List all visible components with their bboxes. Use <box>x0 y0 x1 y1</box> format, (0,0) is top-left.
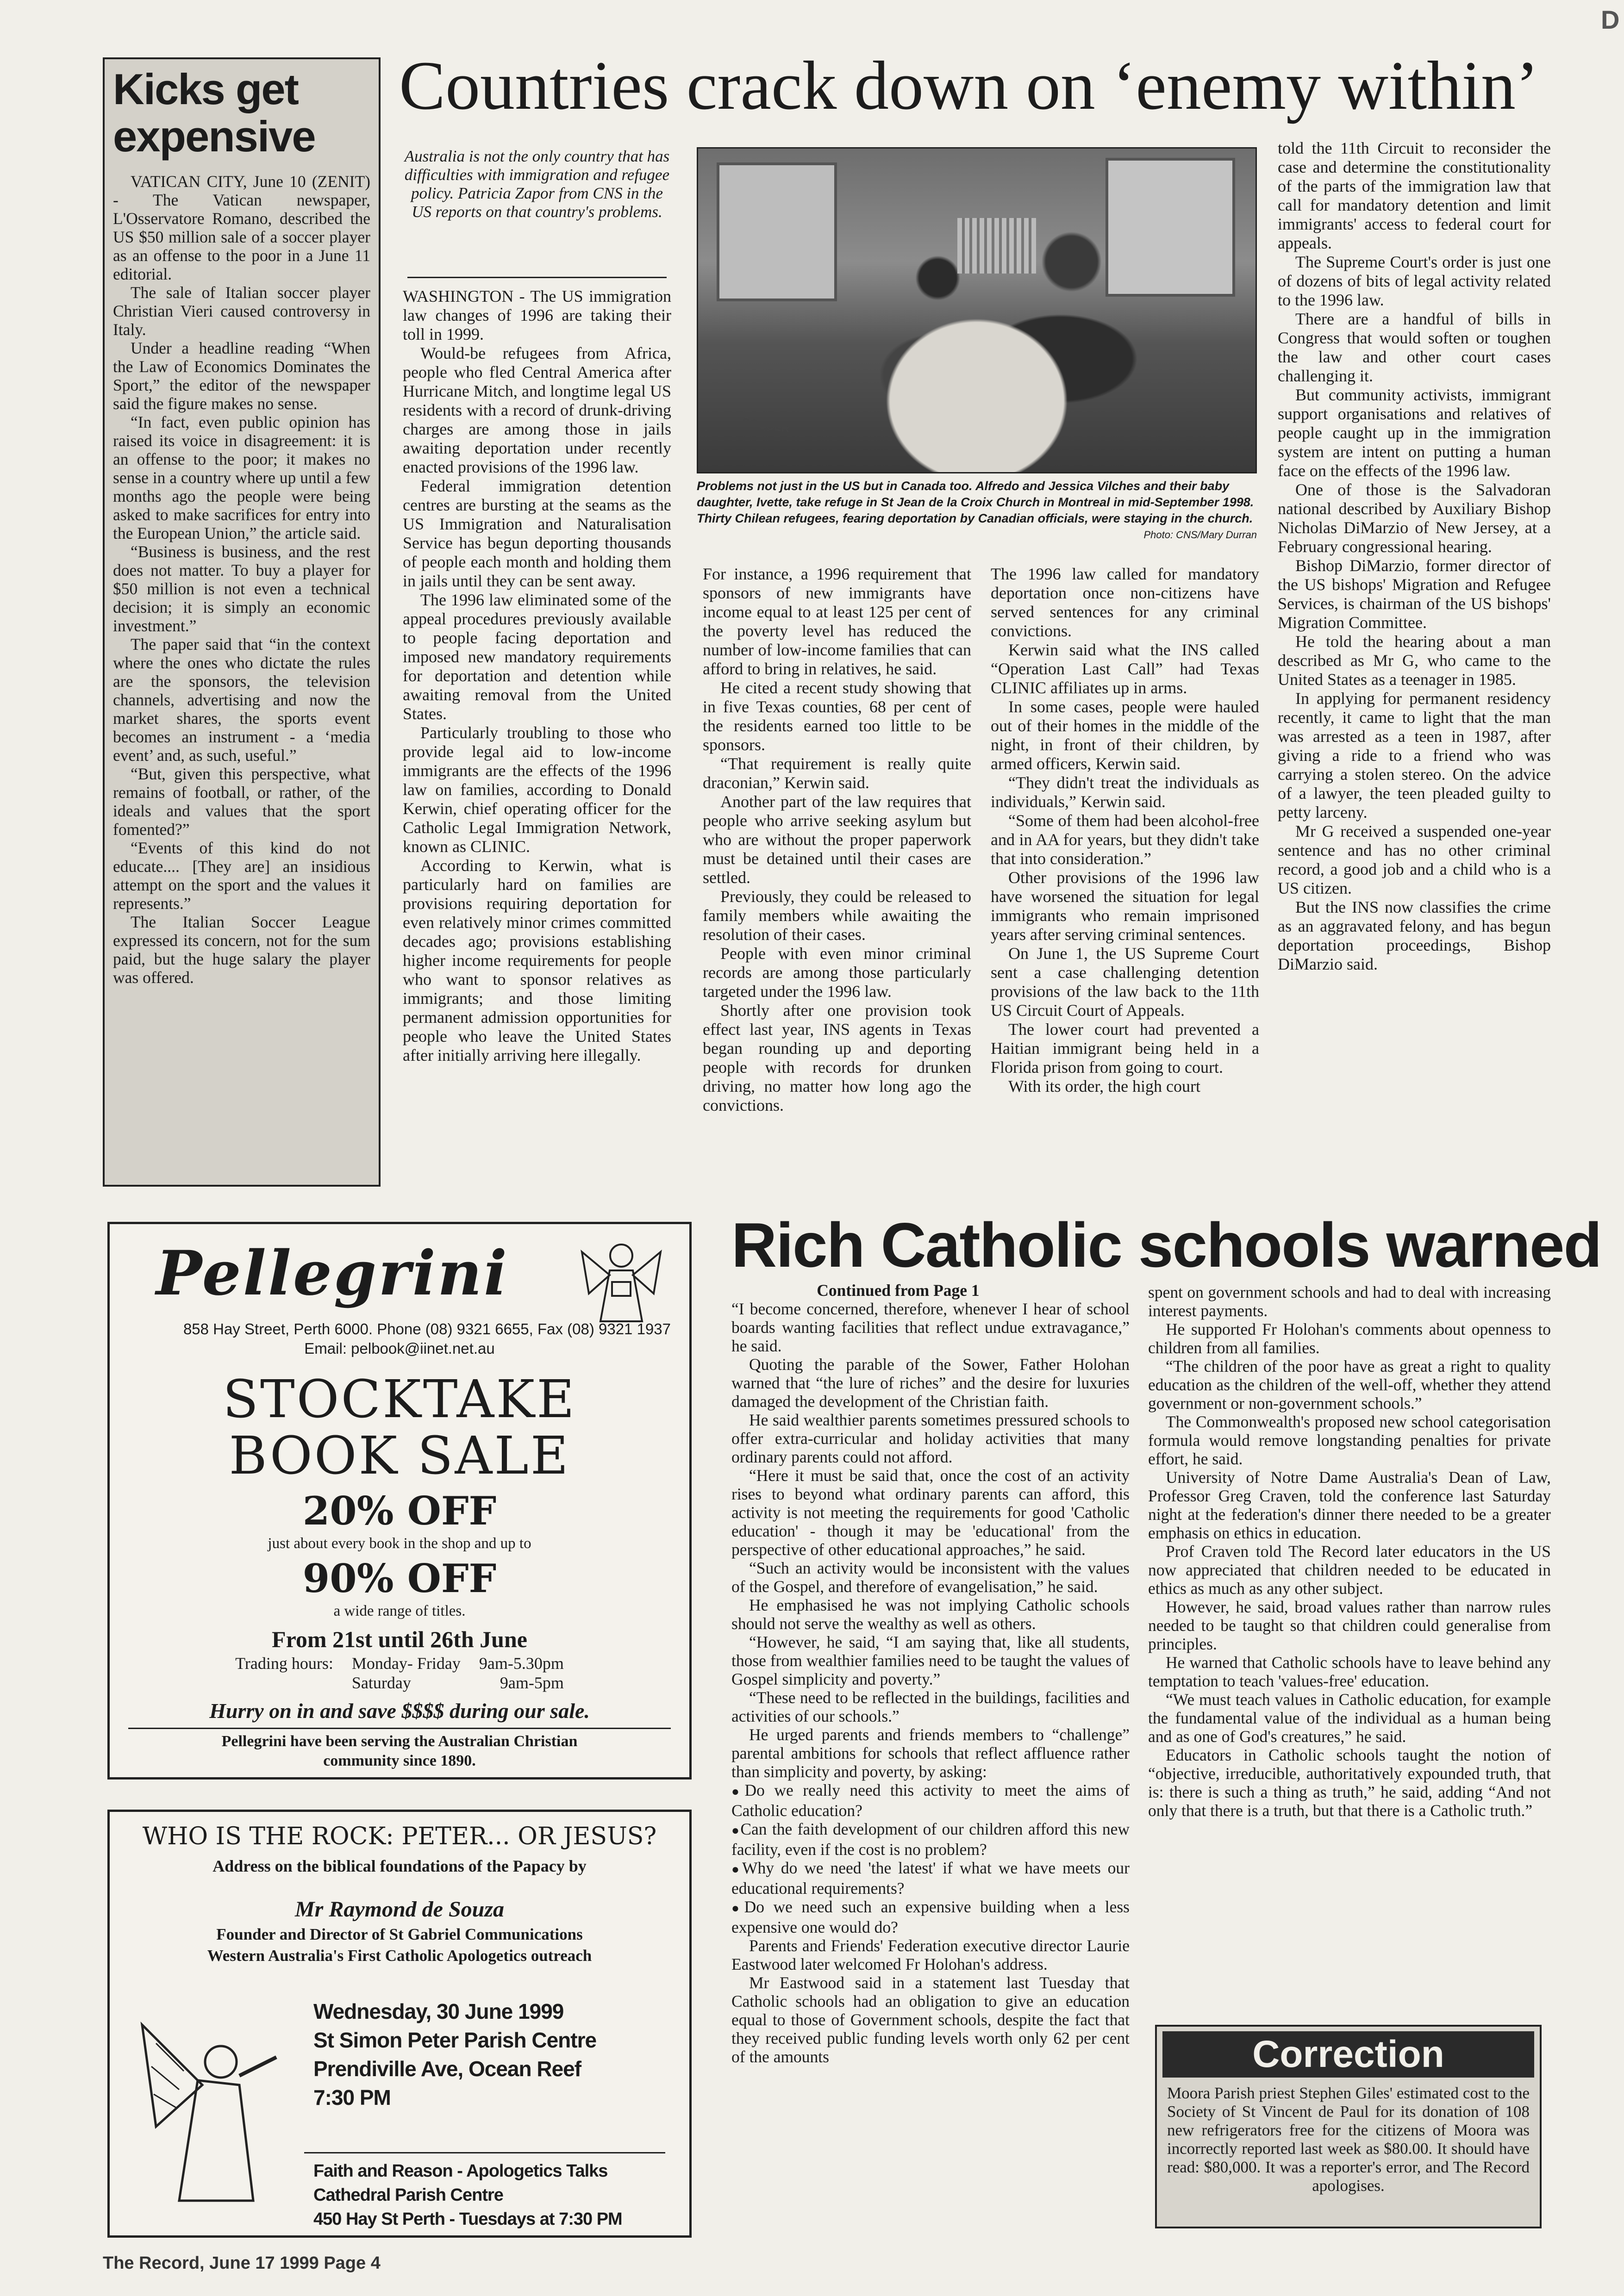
pellegrini-hours-time: 9am-5.30pm <box>479 1654 564 1673</box>
kicks-paragraph: The sale of Italian soccer player Christian Vieri caused controversy in Italy. <box>113 283 370 339</box>
corner-mark: D <box>1601 5 1619 34</box>
pellegrini-hours-day: Monday- Friday <box>351 1654 461 1673</box>
rock-ad <box>107 1810 692 2238</box>
enemy-paragraph: “Some of them had been alcohol-free and in AA for years, but they didn't take that into consideration.” <box>991 811 1259 868</box>
schools-paragraph: “These need to be reflected in the buildings, facilities and activities of our schools.” <box>731 1688 1130 1725</box>
pellegrini-hours <box>128 1654 671 1692</box>
enemy-paragraph: One of those is the Salvadoran national described by Auxiliary Bishop Nicholas DiMarzio of New Jersey, at a February congressional hearing. <box>1278 480 1551 556</box>
pellegrini-email: Email: pelbook@iinet.net.au <box>304 1340 495 1357</box>
enemy-intro <box>403 147 671 221</box>
kicks-story <box>103 57 381 1187</box>
pellegrini-since-1: Pellegrini have been serving the Australian Christian <box>221 1733 578 1750</box>
photo-blanket-text: SOCCER <box>741 416 791 436</box>
rock-time: 7:30 PM <box>313 2085 391 2109</box>
schools-paragraph: However, he said, broad values rather than narrow rules needed to be taught so that children could generalise from principles. <box>1148 1598 1551 1653</box>
photo-radiator <box>957 218 1036 274</box>
enemy-paragraph: On June 1, the US Supreme Court sent a case challenging detention provisions of the law back to the 11th US Circuit Court of Appeals. <box>991 944 1259 1020</box>
pellegrini-hours-times <box>479 1654 564 1692</box>
enemy-paragraph: In some cases, people were hauled out of their homes in the middle of the night, in front of their children, by armed officers, Kerwin said. <box>991 697 1259 773</box>
schools-paragraph: He warned that Catholic schools have to leave behind any temptation to teach 'values-free' education. <box>1148 1653 1551 1690</box>
enemy-col-1 <box>403 287 671 1065</box>
correction-box <box>1155 2025 1542 2228</box>
kicks-paragraph: “Business is business, and the rest does not matter. To buy a player for $50 million is not even a technical decision; it is simply an economic investment.” <box>113 542 370 635</box>
enemy-paragraph: Federal immigration detention centres are bursting at the seams as the US Immigration and Naturalisation Service has begun deporting thousands of people each month and holding them in jails until they can be sent away. <box>403 477 671 590</box>
rock-talks <box>313 2159 622 2231</box>
correction-text: Moora Parish priest Stephen Giles' estimated cost to the Society of St Vincent de Paul for its donation of 108 new refrigerators free for the citizens of Moora was incorrectly reported last week as $80.00. It should have read: $80,000. It was a reporter's error, and The Record apologises. <box>1167 2084 1530 2195</box>
rock-speaker: Mr Raymond de Souza <box>294 1897 505 1922</box>
pellegrini-hours-time: 9am-5pm <box>500 1674 564 1692</box>
enemy-paragraph: According to Kerwin, what is particularly hard on families are provisions requiring deportation for even relatively minor crimes committed decades ago; provisions establishing higher income requirements for people who want to sponsor relatives as immigrants; and those limiting permanent admission opportunities for people who leave the United States after initially arriving here illegally. <box>403 856 671 1064</box>
enemy-paragraph: Another part of the law requires that people who arrive seeking asylum but who are without the proper paperwork must be detained until their cases are settled. <box>703 792 971 887</box>
enemy-paragraph: He cited a recent study showing that in five Texas counties, 68 per cent of the residents earned too little to be sponsors. <box>703 678 971 754</box>
pellegrini-title-1: STOCKTAKE <box>223 1369 576 1430</box>
schools-paragraph: Educators in Catholic schools taught the notion of “objective, irreducible, authoritatively expounded truth, that is: there is such a thing as truth,” he said, adding “And not only that there is a truth, but that there is a Catholic truth.” <box>1148 1746 1551 1820</box>
enemy-paragraph: WASHINGTON - The US immigration law changes of 1996 are taking their toll in 1999. <box>403 287 671 343</box>
photo-credit: Photo: CNS/Mary Durran <box>1143 529 1257 541</box>
enemy-paragraph: Shortly after one provision took effect last year, INS agents in Texas began rounding up and deporting people with records for drunken driving, no matter how long ago the convictions. <box>703 1001 971 1114</box>
pellegrini-title-2: BOOK SALE <box>229 1426 570 1486</box>
pellegrini-pct-1: 20% OFF <box>302 1488 497 1534</box>
pellegrini-ad <box>107 1222 692 1780</box>
rock-venue-1: St Simon Peter Parish Centre <box>313 2028 597 2052</box>
enemy-paragraph: Mr G received a suspended one-year sentence and has no other criminal record, a good job and a child who is a US citizen. <box>1278 822 1551 897</box>
schools-paragraph: Mr Eastwood said in a statement last Tuesday that Catholic schools had an obligation to give an education equal to those of Government schools, despite the fact that they received public funding levels worth only 62 per cent of the amounts <box>731 1973 1130 2066</box>
kicks-paragraph: VATICAN CITY, June 10 (ZENIT) - The Vatican newspaper, L'Osservatore Romano, described the US $50 million sale of a soccer player as an offense to the poor in a June 11 editorial. <box>113 172 370 283</box>
schools-paragraph: University of Notre Dame Australia's Dean of Law, Professor Greg Craven, told the conference last Saturday night at the federation's dinner there needed to be a greater emphasis on ethics in education. <box>1148 1468 1551 1542</box>
schools-paragraph: The Commonwealth's proposed new school categorisation formula would remove longstanding penalties for private effort, he said. <box>1148 1412 1551 1468</box>
pellegrini-address: 858 Hay Street, Perth 6000. Phone (08) 9321 6655, Fax (08) 9321 1937 <box>183 1320 671 1338</box>
page-footer: The Record, June 17 1999 Page 4 <box>103 2253 381 2273</box>
enemy-paragraph: Would-be refugees from Africa, people who fled Central America after Hurricane Mitch, and longtime legal US residents with a record of drunk-driving charges are among those in jails awaiting deportation under recently enacted provisions of the 1996 law. <box>403 344 671 476</box>
schools-paragraph: Parents and Friends' Federation executive director Laurie Eastwood later welcomed Fr Holohan's address. <box>731 1936 1130 1973</box>
enemy-paragraph: Other provisions of the 1996 law have worsened the situation for legal immigrants who remain imprisoned years after serving criminal sentences. <box>991 868 1259 944</box>
enemy-paragraph: People with even minor criminal records are among those particularly targeted under the 1996 law. <box>703 944 971 1001</box>
schools-paragraph: “The children of the poor have as great a right to quality education as the children of the well-off, whether they attend government or non-government schools.” <box>1148 1357 1551 1412</box>
schools-paragraph: He supported Fr Holohan's comments about openness to children from all families. <box>1148 1320 1551 1357</box>
schools-paragraph: He urged parents and friends members to “challenge” parental ambitions for schools that reflect affluence rather than simplicity and poverty, by asking: <box>731 1725 1130 1781</box>
kicks-headline-2: expensive <box>113 112 315 161</box>
enemy-paragraph: For instance, a 1996 requirement that sponsors of new immigrants have income equal to at least 125 per cent of the poverty level has reduced the number of low-income families that can afford to bring in relatives, he said. <box>703 565 971 678</box>
schools-paragraph: He emphasised he was not implying Catholic schools should not serve the wealthy as well as others. <box>731 1596 1130 1633</box>
enemy-col-2 <box>703 565 971 1115</box>
enemy-paragraph: The 1996 law called for mandatory deportation once non-citizens have served sentences for any criminal convictions. <box>991 565 1259 640</box>
rock-talks-3: 450 Hay St Perth - Tuesdays at 7:30 PM <box>313 2209 622 2229</box>
rock-role-2: Western Australia's First Catholic Apologetics outreach <box>207 1947 592 1965</box>
enemy-paragraph: But community activists, immigrant support organisations and relatives of people caught up in the immigration system are intent on putting a human face on the effects of the 1996 law. <box>1278 386 1551 480</box>
refugee-photo <box>697 147 1257 473</box>
rock-talks-2: Cathedral Parish Centre <box>313 2185 503 2205</box>
rock-date: Wednesday, 30 June 1999 <box>313 1999 564 2023</box>
schools-bullet: ● Do we need such an expensive building when a less expensive one would do? <box>731 1898 1130 1936</box>
schools-bullet: ● Do we really need this activity to meet the aims of Catholic education? <box>731 1781 1130 1820</box>
pellegrini-hurry: Hurry on in and save $$$$ during our sale. <box>209 1699 590 1723</box>
enemy-headline: Countries crack down on ‘enemy within’ <box>399 47 1539 124</box>
rock-talks-1: Faith and Reason - Apologetics Talks <box>313 2161 608 2181</box>
enemy-paragraph: Previously, they could be released to family members while awaiting the resolution of their cases. <box>703 887 971 944</box>
enemy-paragraph: Kerwin said what the INS called “Operation Last Call” had Texas CLINIC affiliates up in arms. <box>991 641 1259 697</box>
enemy-col-3 <box>991 565 1259 1096</box>
enemy-paragraph: told the 11th Circuit to reconsider the case and determine the constitutionality of the parts of the immigration law that call for mandatory detention and limit immigrants' access to federal court for appeals. <box>1278 139 1551 252</box>
rock-rule <box>304 2152 665 2153</box>
kicks-paragraph: “In fact, even public opinion has raised its voice in disagreement: it is an offense to the poor; it makes no sense in a country where up until a few months ago the people were being asked to make sacrifices for entry into the European Union,” the article said. <box>113 413 370 542</box>
enemy-paragraph: “That requirement is really quite draconian,” Kerwin said. <box>703 754 971 792</box>
rock-title: WHO IS THE ROCK: PETER... OR JESUS? <box>142 1823 657 1850</box>
kicks-headline-1: Kicks get <box>113 65 298 113</box>
pellegrini-pct-2: 90% OFF <box>302 1556 497 1601</box>
enemy-paragraph: Bishop DiMarzio, former director of the US bishops' Migration and Refugee Services, is chairman of the US bishops' Migration Committee. <box>1278 556 1551 632</box>
schools-continued: Continued from Page 1 <box>817 1281 980 1300</box>
kicks-paragraph: Under a headline reading “When the Law of Economics Dominates the Sport,” the editor of the newspaper said the figure makes no sense. <box>113 339 370 413</box>
enemy-paragraph: “They didn't treat the individuals as individuals,” Kerwin said. <box>991 773 1259 811</box>
pellegrini-rule <box>128 1728 671 1729</box>
enemy-paragraph: With its order, the high court <box>1008 1077 1201 1095</box>
pellegrini-dates: From 21st until 26th June <box>272 1626 527 1652</box>
kicks-paragraph: The paper said that “in the context where the ones who dictate the rules are the sponsors, the television channels, advertising and now the market shares, the sports event becomes an instrument - a ‘media event’ and, as such, useful.” <box>113 635 370 765</box>
schools-paragraph: “Here it must be said that, once the cost of an activity rises to beyond what ordinary parents can afford, this activity is not meeting the requirements for good 'Catholic education' - though it may be 'educational' from the perspective of other educational approaches,” he said. <box>731 1466 1130 1559</box>
enemy-paragraph: But the INS now classifies the crime as an aggravated felony, and has begun deportation proceedings, Bishop DiMarzio said. <box>1278 898 1551 973</box>
schools-headline: Rich Catholic schools warned <box>731 1210 1601 1280</box>
kicks-body <box>113 172 370 987</box>
kicks-paragraph: “Events of this kind do not educate.... [They are] an insidious attempt on the sport and the values it represents.” <box>113 839 370 913</box>
schools-paragraph: “We must teach values in Catholic education, for example the fundamental value of the individual as a human being and as one of God's creatures,” he said. <box>1148 1690 1551 1746</box>
enemy-col-4 <box>1278 139 1551 974</box>
pellegrini-hours-day: Saturday <box>351 1674 411 1692</box>
enemy-intro-rule <box>407 277 667 278</box>
rock-venue-2: Prendiville Ave, Ocean Reef <box>313 2057 581 2081</box>
schools-paragraph: Quoting the parable of the Sower, Father Holohan warned that “the lure of riches” and the desire for luxuries damaged the development of the Christian faith. <box>731 1355 1130 1411</box>
schools-bullet: ● Why do we need 'the latest' if what we have meets our educational requirements? <box>731 1859 1130 1898</box>
pellegrini-hours-days <box>352 1654 461 1692</box>
enemy-paragraph: There are a handful of bills in Congress that would soften or toughen the law and other court cases challenging it. <box>1278 310 1551 385</box>
angel-icon <box>573 1233 670 1331</box>
schools-paragraph: spent on government schools and had to deal with increasing interest payments. <box>1148 1283 1551 1320</box>
schools-bullet: ● Can the faith development of our children afford this new facility, even if the cost is no problem? <box>731 1820 1130 1859</box>
rock-subtitle: Address on the biblical foundations of the Papacy by <box>212 1857 587 1875</box>
pellegrini-brand: Pellegrini <box>156 1238 509 1309</box>
photo-window <box>1106 158 1235 297</box>
enemy-paragraph: The 1996 law eliminated some of the appeal procedures previously available to people facing deportation and imposed new mandatory requirements for deportation and detention while awaiting removal from the United States. <box>403 591 671 723</box>
pellegrini-line-2: a wide range of titles. <box>333 1603 466 1619</box>
schools-paragraph: “Such an activity would be inconsistent with the values of the Gospel, and therefore of evangelisation,” he said. <box>731 1559 1130 1596</box>
enemy-paragraph: Particularly troubling to those who provide legal aid to low-income immigrants are the effects of the 1996 law on families, according to Donald Kerwin, chief operating officer for the Catholic Legal Immigration Network, known as CLINIC. <box>403 723 671 856</box>
rock-event <box>313 1997 596 2112</box>
enemy-paragraph: The lower court had prevented a Haitian immigrant being held in a Florida prison from going to court. <box>991 1020 1259 1076</box>
schools-paragraph: He said wealthier parents sometimes pressured schools to offer extra-curricular and holiday activities that many ordinary parents could not afford. <box>731 1411 1130 1466</box>
schools-col-2 <box>1148 1283 1551 1820</box>
pellegrini-since-2: community since 1890. <box>323 1752 476 1769</box>
enemy-intro-text: Australia is not the only country that has difficulties with immigration and refugee policy. Patricia Zapor from CNS in the US reports on that country's problems. <box>404 147 670 221</box>
rock-role-1: Founder and Director of St Gabriel Communications <box>216 1925 583 1943</box>
enemy-paragraph: The Supreme Court's order is just one of dozens of bits of legal activity related to the 1996 law. <box>1278 253 1551 309</box>
enemy-paragraph: In applying for permanent residency recently, it came to light that the man was arrested as a teen in 1987, after giving a ride to a friend who was carrying a stolen stereo. On the advice of a lawyer, the teen pleaded guilty to petty larceny. <box>1278 689 1551 821</box>
schools-paragraph: Prof Craven told The Record later educators in the US now appreciated that children needed to be educated in ethics as much as any other subject. <box>1148 1542 1551 1598</box>
photo-caption <box>697 478 1257 543</box>
photo-caption-text: Problems not just in the US but in Canada too. Alfredo and Jessica Vilches and their baby daughter, Ivette, take refuge in St Jean de la Croix Church in Montreal in mid-September 1998. Thirty Chilean refugees, fearing deportation by Canadian officials, were staying in the church. <box>697 479 1254 525</box>
schools-paragraph: “However, he said, “I am saying that, like all students, those from wealthier families need to be taught the values of Gospel simplicity and poverty.” <box>731 1633 1130 1688</box>
schools-paragraph: “I become concerned, therefore, whenever I hear of school boards wanting facilities that reflect undue extravagance,” he said. <box>731 1300 1130 1355</box>
pellegrini-line-1: just about every book in the shop and up to <box>268 1535 531 1552</box>
pellegrini-hours-label: Trading hours: <box>235 1654 333 1673</box>
correction-headline: Correction <box>1162 2031 1534 2078</box>
photo-window <box>717 162 837 301</box>
kicks-paragraph: “But, given this perspective, what remains of football, or rather, of the ideals and values that the sport fomented?” <box>113 765 370 839</box>
kicks-paragraph: The Italian Soccer League expressed its concern, not for the sum paid, but the huge salary the player was offered. <box>113 913 370 987</box>
enemy-paragraph: He told the hearing about a man described as Mr G, who came to the United States as a teenager in 1985. <box>1278 632 1551 689</box>
schools-col-1-list <box>731 1300 1130 2066</box>
schools-col-1 <box>731 1281 1130 2066</box>
angel-trumpet-icon <box>128 2006 281 2210</box>
